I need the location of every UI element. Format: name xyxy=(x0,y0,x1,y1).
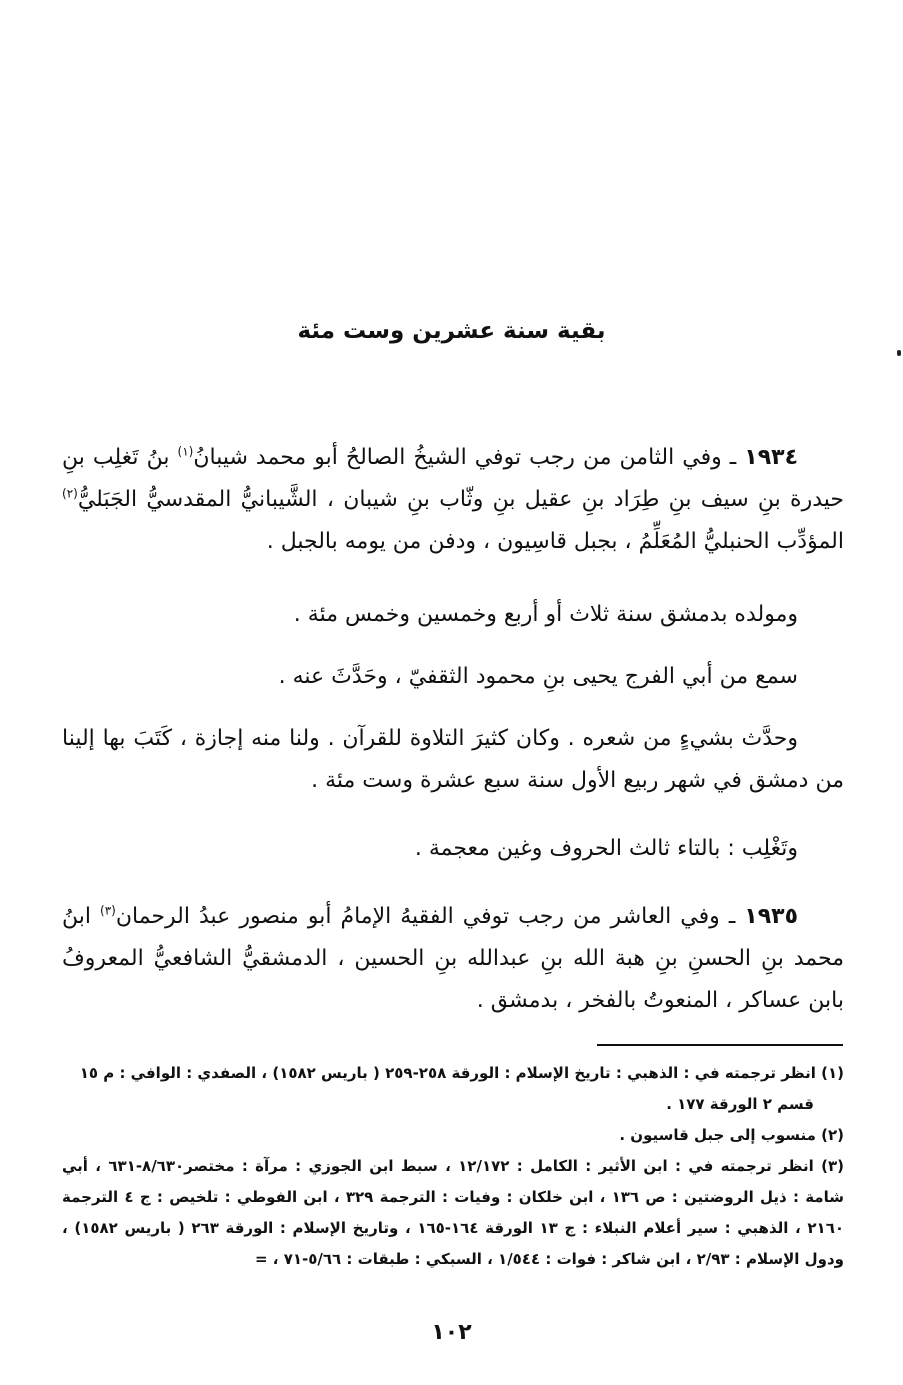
footnote-1-continued: قسم ٢ الورقة ١٧٧ . xyxy=(666,1095,814,1113)
entry-dash: ـ xyxy=(729,445,737,470)
footnote-divider xyxy=(597,1044,843,1046)
entry-dash: ـ xyxy=(728,904,736,929)
margin-dot xyxy=(897,350,901,356)
section-heading: بقية سنة عشرين وست مئة xyxy=(297,318,606,344)
entry-text: ابنُ محمد بنِ الحسنِ بنِ هبة الله بنِ عبدالله بنِ الحسين ، الدمشقيُّ الشافعيُّ المعروفُ بابن عساكر ، المنعوتُ بالفخر ، بدمشق . xyxy=(62,904,844,1013)
page-number: ١٠٢ xyxy=(431,1320,472,1345)
entry-number: ١٩٣٥ xyxy=(744,904,799,929)
paragraph-narrated: وحدَّث بشيءٍ من شعره . وكان كثيرَ التلاوة للقرآن . ولنا منه إجازة ، كَتَبَ بها إلينا من دمشق في شهر ربيع الأول سنة سبع عشرة وست مئة . xyxy=(62,726,844,793)
paragraph-birth: ومولده بدمشق سنة ثلاث أو أربع وخمسين وخمس مئة . xyxy=(293,602,798,627)
footnotes xyxy=(62,1058,844,1275)
entry-number: ١٩٣٤ xyxy=(744,445,799,470)
entry-1935 xyxy=(62,896,844,1022)
paragraph-heard: سمع من أبي الفرج يحيى بنِ محمود الثقفيّ ، وحَدَّثَ عنه . xyxy=(278,664,798,689)
footnote-1 xyxy=(62,1058,844,1089)
footnote-marker: (٣) xyxy=(100,903,116,918)
entry-text: بنُ تَغلِب بنِ حيدرة بنِ سيف بنِ طِرَاد بنِ عقيل بنِ وثّاب بنِ شيبان ، الشَّيبانيُّ المقدسيُّ الجَبَليُّ xyxy=(62,445,844,512)
entry-text: وفي العاشر من رجب توفي الفقيهُ الإمامُ أبو منصور عبدُ الرحمان xyxy=(115,904,720,929)
footnote-2: (٢) منسوب إلى جبل قاسيون . xyxy=(619,1126,844,1144)
paragraph-taghlib: وتَغْلِب : بالتاء ثالث الحروف وغين معجمة . xyxy=(414,836,798,861)
footnote-3: (٣) انظر ترجمته في : ابن الأثير : الكامل : ١٢/١٧٢ ، سبط ابن الجوزي : مرآة : مختصر٨/٦٣٠-٦٣١ ، أبي شامة : ذيل الروضتين : ص ١٣٦ ، ابن خلكان : وفيات : الترجمة ٣٢٩ ، ابن الفوطي : تلخيص : ج ٤ الترجمة ٢١٦٠ ، الذهبي : سير أعلام النبلاء : ج ١٣ الورقة ١٦٤-١٦٥ ، وتاريخ الإسلام : الورقة ٢٦٣ ( باريس ١٥٨٢) ، ودول الإسلام : ٢/٩٣ ، ابن شاكر : فوات : ١/٥٤٤ ، السبكي : طبقات : ٥/٦٦-٧١ ، = xyxy=(62,1157,845,1268)
footnote-marker: (١) xyxy=(177,444,194,459)
entry-1934 xyxy=(62,437,844,563)
entry-text: المؤدِّب الحنبليُّ المُعَلِّمُ ، بجبل قاسِيون ، ودفن من يومه بالجبل . xyxy=(266,529,844,554)
footnote-marker: (٢) xyxy=(62,486,78,501)
entry-text: وفي الثامن من رجب توفي الشيخُ الصالحُ أبو محمد شيبانُ xyxy=(193,445,722,470)
footnote-text: (١) انظر ترجمته في : الذهبي : تاريخ الإسلام : الورقة ٢٥٨-٢٥٩ ( باريس ١٥٨٢) ، الصفدي : الوافي : م ١٥ xyxy=(79,1064,844,1082)
